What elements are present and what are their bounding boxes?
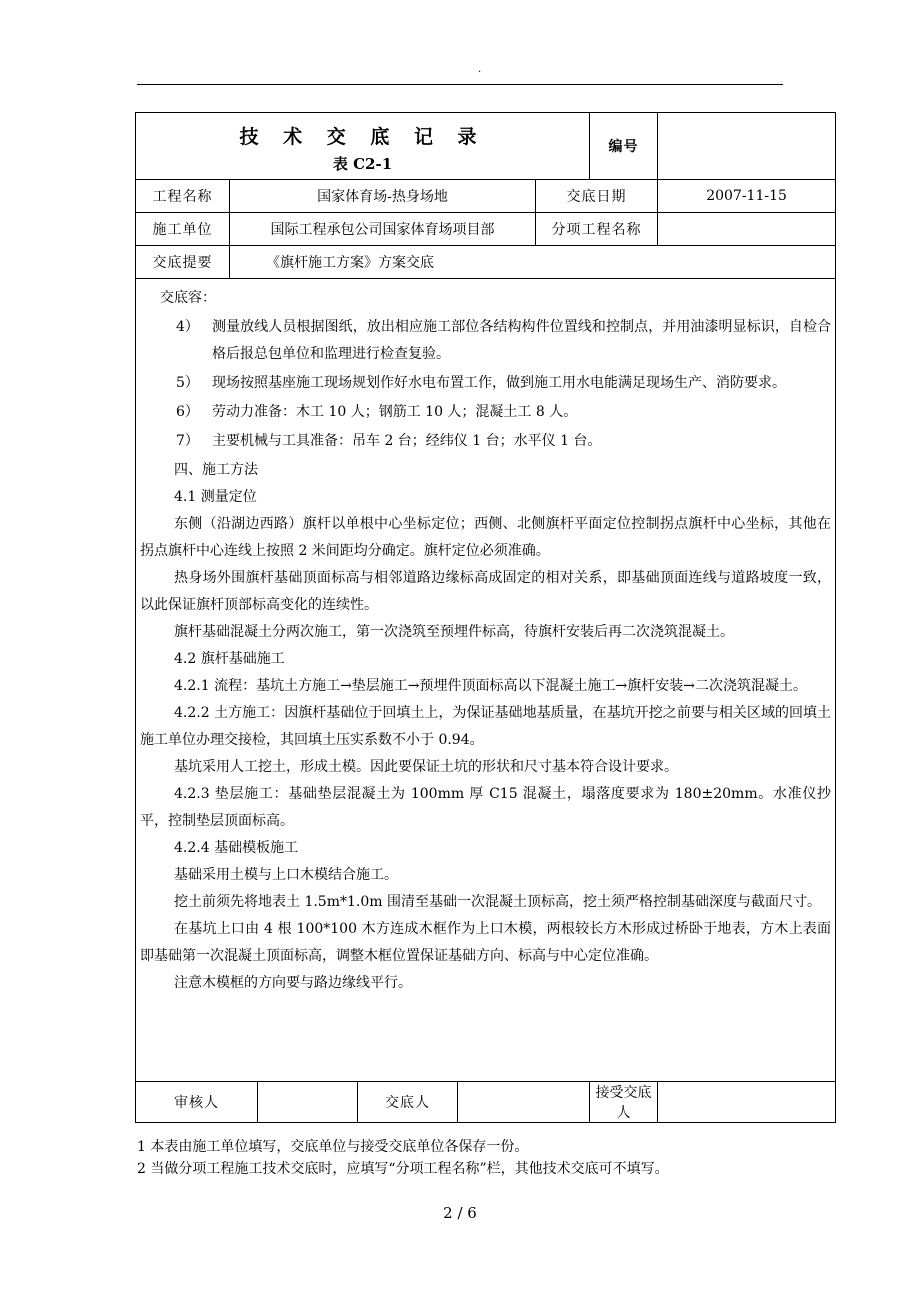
subproject-value [658,213,836,246]
content-cell [136,279,836,1082]
project-name-value: 国家体育场-热身场地 [230,180,536,213]
summary-label: 交底提要 [136,246,230,279]
paragraph: 基础采用土模与上口木模结合施工。 [174,867,398,883]
note-2: 2 当做分项工程施工技术交底时，应填写“分项工程名称”栏，其他技术交底可不填写。 [137,1161,669,1177]
paragraph: 挖土前须先将地表土 1.5m*1.0m 围清至基础一次混凝土顶标高，挖土须严格控制基础深度与截面尺寸。 [174,894,821,910]
paragraph: 基坑采用人工挖土，形成土模。因此要保证土坑的形状和尺寸基本符合设计要求。 [174,759,678,775]
page-number: 2 / 6 [443,1204,477,1222]
section-heading: 4.2 旗杆基础施工 [174,651,285,667]
list-item [140,428,831,455]
discloser-label: 交底人 [358,1082,458,1123]
item-number: 6） [176,404,199,420]
number-value [658,113,836,180]
list-item [140,314,831,368]
list-item [140,399,831,426]
form-title: 技 术 交 底 记 录 [239,126,486,148]
paragraph: 4.2.2 土方施工：因旗杆基础位于回填土上，为保证基础地基质量，在基坑开挖之前要与相关区域的回填土施工单位办理交接检，其回填土压实系数不小于 0.94。 [140,705,832,748]
item-text: 测量放线人员根据图纸，放出相应施工部位各结构构件位置线和控制点，并用油漆明显标识，自检合格后报总包单位和监理进行检查复验。 [212,319,832,362]
summary-value: 《旗杆施工方案》方案交底 [230,246,836,279]
disclosure-form [135,112,836,1123]
list-item [140,370,831,397]
construction-unit-value: 国际工程承包公司国家体育场项目部 [230,213,536,246]
date-value: 2007-11-15 [658,180,836,213]
form-notes [137,1136,669,1180]
item-text: 主要机械与工具准备：吊车 2 台；经纬仪 1 台；水平仪 1 台。 [212,433,602,449]
paragraph: 4.2.4 基础模板施工 [174,840,299,856]
section-heading: 四、施工方法 [174,462,258,478]
item-number: 7） [176,433,199,449]
receiver-signature [658,1082,836,1123]
paragraph: 东侧（沿湖边西路）旗杆以单根中心坐标定位；西侧、北侧旗杆平面定位控制拐点旗杆中心坐标，其他在拐点旗杆中心连线上按照 2 米间距均分确定。旗杆定位必须准确。 [140,516,832,559]
project-name-label: 工程名称 [136,180,230,213]
paragraph: 4.2.3 垫层施工：基础垫层混凝土为 100mm 厚 C15 混凝土，塌落度要求为 180±20mm。水准仪抄平，控制垫层顶面标高。 [140,786,832,829]
header-dot: . [478,64,482,75]
note-1: 1 本表由施工单位填写，交底单位与接受交底单位各保存一份。 [137,1139,529,1155]
paragraph: 旗杆基础混凝土分两次施工，第一次浇筑至预埋件标高，待旗杆安装后再二次浇筑混凝土。 [174,624,734,640]
reviewer-signature [258,1082,358,1123]
reviewer-label: 审核人 [136,1082,258,1123]
paragraph: 注意木模框的方向要与路边缘线平行。 [174,975,412,991]
subproject-label: 分项工程名称 [536,213,658,246]
form-title-cell [136,113,590,180]
item-number: 5） [176,375,199,391]
construction-unit-label: 施工单位 [136,213,230,246]
form-subtitle: 表 C2-1 [332,155,393,173]
header-rule [137,84,783,85]
paragraph: 热身场外围旗杆基础顶面标高与相邻道路边缘标高成固定的相对关系，即基础顶面连线与道路坡度一致，以此保证旗杆顶部标高变化的连续性。 [140,570,832,613]
item-text: 现场按照基座施工现场规划作好水电布置工作，做到施工用水电能满足现场生产、消防要求。 [212,375,786,391]
paragraph: 在基坑上口由 4 根 100*100 木方连成木框作为上口木模，两根较长方木形成过桥卧于地表，方木上表面即基础第一次混凝土顶面标高，调整木框位置保证基础方向、标高与中心定位准确。 [140,921,832,964]
section-heading: 4.1 测量定位 [174,489,257,505]
paragraph: 4.2.1 流程：基坑土方施工→垫层施工→预埋件顶面标高以下混凝土施工→旗杆安装→二次浇筑混凝土。 [174,678,807,694]
content-intro: 交底容： [160,290,216,306]
receiver-label: 接受交底人 [590,1082,658,1123]
item-number: 4） [176,319,199,335]
discloser-signature [458,1082,590,1123]
item-text: 劳动力准备：木工 10 人；钢筋工 10 人；混凝土工 8 人。 [212,404,578,420]
number-label: 编号 [590,113,658,180]
date-label: 交底日期 [536,180,658,213]
